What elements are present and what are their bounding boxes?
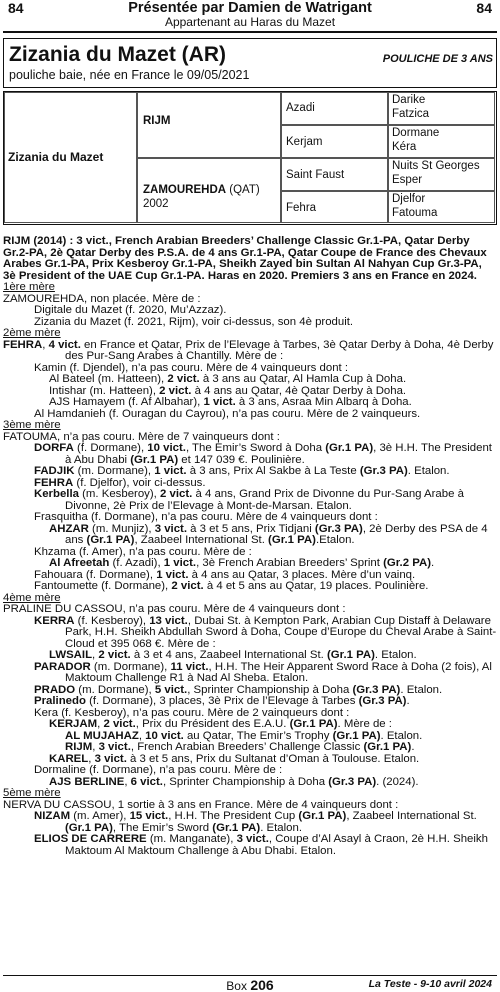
produce-line: AL MUJAHAZ, 10 vict. au Qatar, The Emir’s Trophy (Gr.1 PA). Etalon. — [65, 729, 423, 742]
produce-line: Kera (f. Kesberoy), n’a pas couru. Mère de 2 vainqueurs dont : — [34, 706, 350, 719]
section-5th-dam: 5ème mère — [3, 787, 61, 799]
pedigree-horse-name: Zizania du Mazet — [8, 150, 104, 164]
pedigree-g3-1 — [392, 93, 429, 121]
produce-line: Digitale du Mazet (f. 2020, Mu’Azzaz). — [34, 304, 227, 316]
box-value: 206 — [250, 977, 274, 992]
pedigree-g3-1-sire: Darike — [392, 94, 426, 106]
produce-line: Al Afreetah (f. Azadi), 1 vict., 3è French Arabian Breeders’ Sprint (Gr.2 PA). — [49, 557, 435, 569]
pedigree-dam-suffix: (QAT) — [226, 184, 260, 196]
produce-line: Fahouara (f. Dormane), 1 vict. à 4 ans au Qatar, 3 places. Mère d’un vainq. — [34, 568, 416, 581]
page-header — [0, 0, 500, 30]
sale-info: La Teste - 9-10 avril 2024 — [368, 978, 492, 990]
horse-description: pouliche baie, née en France le 09/05/2021 — [9, 68, 250, 82]
dam-line: FEHRA, 4 vict. en France et Qatar, Prix de l’Elevage à Tarbes, 3è Qatar Derby à Doha, 4è Derby des Pur-Sang Arabes à Chantilly. Mère de : — [3, 338, 494, 362]
pedigree-g2-4: Fehra — [286, 202, 317, 214]
pedigree-g2-2: Kerjam — [286, 136, 323, 148]
produce-line: FADJIK (m. Dormane), 1 vict. à 3 ans, Prix Al Sakbe à La Teste (Gr.3 PA). Etalon. — [34, 465, 450, 477]
produce-line: Pralinedo (f. Dormane), 3 places, 3è Prix de l’Elevage à Tarbes (Gr.3 PA). — [34, 695, 410, 707]
produce-line: AJS Hamayem (f. Af Albahar), 1 vict. à 3 ans, Asraa Min Albarq à Doha. — [49, 396, 412, 408]
produce-line: LWSAIL, 2 vict. à 3 et 4 ans, Zaabeel International St. (Gr.1 PA). Etalon. — [49, 649, 417, 661]
pedigree-dam-year: 2002 — [143, 198, 169, 210]
pedigree-table — [3, 91, 497, 225]
dam-line: FATOUMA, n’a pas couru. Mère de 7 vainqueurs dont : — [3, 430, 280, 443]
produce-line: Kerbella (m. Kesberoy), 2 vict. à 4 ans, Grand Prix de Divonne du Pur-Sang Arabe à Divonne, 2è Prix de l’Elevage à Mont-de-Marsan. Etalon. — [34, 488, 464, 512]
pedigree-g3-2-dam: Kéra — [392, 141, 417, 153]
pedigree-g3-4-dam: Fatouma — [392, 207, 438, 219]
produce-line: DORFA (f. Dormane), 10 vict., The Emir’s Sword à Doha (Gr.1 PA), 3è H.H. The President à Abu Dhabi (Gr.1 PA) et 147 039 €. Poulinière. — [34, 442, 492, 466]
pedigree-g2-1: Azadi — [286, 102, 315, 114]
produce-line: PRADO (m. Dormane), 5 vict., Sprinter Championship à Doha (Gr.3 PA). Etalon. — [34, 683, 443, 696]
dam-line: PRALINE DU CASSOU, n’a pas couru. Mère de 4 vainqueurs dont : — [3, 603, 346, 615]
section-3rd-dam: 3ème mère — [3, 419, 61, 431]
pedigree-g2-3: Saint Faust — [286, 169, 345, 181]
horse-category: POULICHE DE 3 ANS — [382, 53, 493, 65]
produce-line: ELIOS DE CARRERE (m. Manganate), 3 vict., Coupe d’Al Asayl à Craon, 2è H.H. Sheikh Maktoum Al Maktoum Challenge à Abu Dhabi. Etalon. — [34, 833, 488, 857]
produce-line: KERJAM, 2 vict., Prix du Président des E.A.U. (Gr.1 PA). Mère de : — [49, 718, 392, 730]
produce-line: KAREL, 3 vict. à 3 et 5 ans, Prix du Sultanat d’Oman à Toulouse. Etalon. — [49, 752, 420, 765]
produce-line: RIJM, 3 vict., French Arabian Breeders’ Challenge Classic (Gr.1 PA). — [65, 741, 415, 753]
produce-line: Khzama (f. Amer), n’a pas couru. Mère de : — [34, 545, 252, 558]
produce-line: Al Hamdanieh (f. Ouragan du Cayrou), n’a pas couru. Mère de 2 vainqueurs. — [34, 407, 421, 420]
produce-line: Zizania du Mazet (f. 2021, Rijm), voir ci-dessus, son 4è produit. — [34, 315, 354, 328]
section-1st-dam: 1ère mère — [3, 281, 55, 293]
lot-number-left: 84 — [8, 0, 24, 16]
horse-title-box — [3, 38, 497, 88]
dam-line: NERVA DU CASSOU, 1 sortie à 3 ans en France. Mère de 4 vainqueurs dont : — [3, 798, 399, 811]
pedigree-g3-4-sire: Djelfor — [392, 193, 426, 205]
lot-number-right: 84 — [476, 0, 492, 16]
pedigree-g3-3-dam: Esper — [392, 174, 423, 186]
dam-line: ZAMOUREHDA, non placée. Mère de : — [3, 292, 201, 305]
pedigree-g3-3 — [392, 159, 480, 187]
produce-line: Dormaline (f. Dormane), n’a pas couru. Mère de : — [34, 764, 283, 776]
produce-line: Fantoumette (f. Dormane), 2 vict. à 4 et 5 ans au Qatar, 19 places. Poulinière. — [34, 580, 429, 592]
page-footer — [0, 975, 500, 992]
produce-line: AJS BERLINE, 6 vict., Sprinter Championship à Doha (Gr.3 PA). (2024). — [49, 775, 419, 788]
produce-line: KERRA (f. Kesberoy), 13 vict., Dubai St. à Kempton Park, Arabian Cup Distaff à Delaware Park, H.H. Sheikh Abdullah Sword à Doha, Coupe d’Europe du Cheval Arabe à Saint-Cloud et 395 068 €. Mère de : — [34, 614, 497, 650]
owner-line: Appartenant au Haras du Mazet — [164, 15, 336, 29]
pedigree-sire: RIJM — [143, 115, 171, 127]
pedigree-dam-name: ZAMOUREHDA — [143, 184, 227, 196]
footer-rule — [3, 975, 497, 976]
section-2nd-dam: 2ème mère — [3, 327, 61, 339]
presenter-line: Présentée par Damien de Watrigant — [128, 0, 372, 16]
produce-line: PARADOR (m. Dormane), 11 vict., H.H. The Heir Apparent Sword Race à Doha (2 fois), Al Maktoum Challenge R1 à Nad Al Sheba. Etalon. — [34, 660, 492, 684]
pedigree-g3-3-sire: Nuits St Georges — [392, 160, 480, 172]
catalogue-text — [3, 236, 497, 857]
produce-line: AHZAR (m. Munjiz), 3 vict. à 3 et 5 ans, Prix Tidjani (Gr.3 PA), 2è Derby des PSA de 4 ans (Gr.1 PA), Zaabeel International St. (Gr.1 PA).Etalon. — [49, 522, 488, 546]
pedigree-g3-2-sire: Dormane — [392, 127, 440, 139]
produce-line: NIZAM (m. Amer), 15 vict., H.H. The President Cup (Gr.1 PA), Zaabeel International St. (Gr.1 PA), The Emir’s Sword (Gr.1 PA). Etalon. — [34, 810, 477, 834]
section-4th-dam: 4ème mère — [3, 591, 61, 604]
produce-line: Al Bateel (m. Hatteen), 2 vict. à 3 ans au Qatar, Al Hamla Cup à Doha. — [49, 373, 407, 385]
pedigree-g3-4 — [392, 192, 437, 220]
pedigree-g3-1-dam: Fatzica — [392, 108, 430, 120]
horse-name: Zizania du Mazet (AR) — [9, 43, 227, 66]
sire-record: RIJM (2014) : 3 vict., French Arabian Breeders’ Challenge Classic Gr.1-PA, Qatar Derby Gr.2-PA, 2è Qatar Derby des P.S.A. de 4 ans Gr.1-PA, Qatar Coupe de France des Chevaux Arabes Gr.1-PA, Prix Kesberoy Gr.1-PA, Sheikh Zayed bin Sultan Al Nahyan Cup Gr.3-PA, 3è President of the UAE Cup Gr.1-PA. Haras en 2020. Premiers 3 ans en France en 2024. — [3, 235, 487, 282]
box-label: Box — [226, 979, 247, 992]
produce-line: Intishar (m. Hatteen), 2 vict. à 4 ans au Qatar, 4è Qatar Derby à Doha. — [49, 384, 407, 397]
pedigree-g3-2 — [392, 126, 439, 154]
pedigree-dam — [143, 183, 260, 211]
produce-line: Frasquitha (f. Dormane), n’a pas couru. Mère de 4 vainqueurs dont : — [34, 511, 378, 523]
produce-line: FEHRA (f. Djelfor), voir ci-dessus. — [34, 476, 206, 489]
header-rule — [3, 31, 497, 33]
produce-line: Kamin (f. Djendel), n’a pas couru. Mère de 4 vainqueurs dont : — [34, 361, 349, 374]
